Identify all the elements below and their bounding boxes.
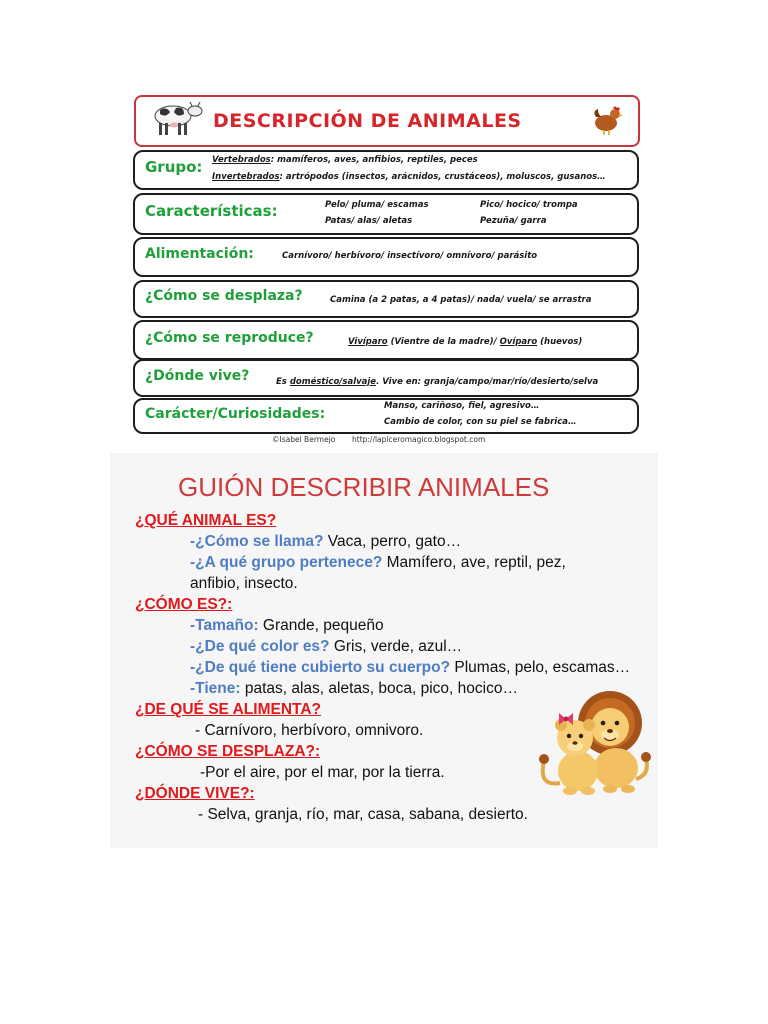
grupo-line-1-text: : mamíferos, aves, anfibios, reptiles, peces (270, 155, 478, 165)
cow-icon (146, 98, 206, 138)
vive-text-a: Es (276, 377, 290, 387)
heading-vive (135, 785, 255, 803)
heading-que-animal-text: ¿QUÉ ANIMAL ES? (135, 512, 277, 529)
q-grupo-pertenece: -¿A qué grupo pertenece? (190, 554, 383, 571)
label-grupo: Grupo: (145, 158, 203, 176)
reproduce-text (348, 337, 582, 347)
q-color: -¿De qué color es? (190, 638, 330, 655)
a-color: Gris, verde, azul… (329, 638, 463, 655)
guide-title: GUIÓN DESCRIBIR ANIMALES (178, 472, 550, 502)
term-oviparo: Ovíparo (499, 337, 538, 347)
vive-text (276, 377, 598, 387)
q-cubierto: -¿De qué tiene cubierto su cuerpo? (190, 659, 451, 676)
a-tamano: Grande, pequeño (258, 617, 384, 634)
credit-author: ©Isabel Bermejo (272, 435, 336, 444)
term-viviparo: Vivíparo (348, 337, 388, 347)
q-como-se-llama: -¿Cómo se llama? (190, 533, 324, 550)
line-grupo-pertenece (190, 554, 566, 572)
vive-text-b: . Vive en: granja/campo/mar/río/desierto/selva (376, 377, 599, 387)
grupo-line-2-text: : artrópodos (insectos, arácnidos, crustáceos), moluscos, gusanos… (279, 172, 606, 182)
line-color (190, 638, 462, 656)
a-grupo-pertenece: Mamífero, ave, reptil, pez, (382, 554, 566, 571)
hen-icon (590, 103, 624, 137)
line-vive: - Selva, granja, río, mar, casa, sabana, desierto. (198, 806, 528, 823)
label-caracter: Carácter/Curiosidades: (145, 406, 326, 422)
lion-couple-icon (530, 683, 658, 799)
line-desplaza: -Por el aire, por el mar, por la tierra. (200, 764, 445, 781)
line-cubierto (190, 659, 630, 677)
label-reproduce: ¿Cómo se reproduce? (145, 330, 314, 346)
label-desplaza: ¿Cómo se desplaza? (145, 288, 303, 304)
label-vive: ¿Dónde vive? (145, 368, 250, 384)
chart-title: DESCRIPCIÓN DE ANIMALES (213, 110, 522, 132)
caracter-line-1: Manso, cariñoso, fiel, agresivo… (384, 401, 540, 411)
label-alimentacion: Alimentación: (145, 246, 254, 262)
heading-como-es (135, 596, 232, 614)
reproduce-text-a: (Vientre de la madre)/ (387, 337, 500, 347)
line-tiene (190, 680, 518, 698)
term-vertebrados: Vertebrados (212, 155, 271, 165)
line-alimenta: - Carnívoro, herbívoro, omnivoro. (195, 722, 424, 739)
alimentacion-text: Carnívoro/ herbívoro/ insectívoro/ omnívoro/ parásito (282, 251, 538, 261)
heading-alimenta (135, 701, 321, 719)
grupo-line-2 (212, 172, 606, 182)
heading-vive-text: ¿DÓNDE VIVE?: (135, 785, 255, 802)
desplaza-text: Camina (a 2 patas, a 4 patas)/ nada/ vuela/ se arrastra (330, 295, 592, 305)
caracteristica-1: Pelo/ pluma/ escamas (325, 200, 429, 210)
heading-desplaza (135, 743, 320, 761)
caracteristica-4: Pezuña/ garra (480, 216, 547, 226)
credit-url: http://lapiceromagico.blogspot.com (352, 435, 486, 444)
heading-que-animal (135, 512, 276, 530)
reproduce-text-b: (huevos) (537, 337, 583, 347)
line-tamano (190, 617, 384, 635)
caracteristica-2: Patas/ alas/ aletas (325, 216, 413, 226)
line-grupo-pertenece-cont: anfibio, insecto. (190, 575, 298, 592)
heading-alimenta-text: ¿DE QUÉ SE ALIMENTA? (135, 701, 321, 718)
a-tiene: patas, alas, aletas, boca, pico, hocico… (240, 680, 518, 697)
heading-desplaza-text: ¿CÓMO SE DESPLAZA?: (135, 743, 321, 760)
a-como-se-llama: Vaca, perro, gato… (323, 533, 462, 550)
caracteristica-3: Pico/ hocico/ trompa (480, 200, 578, 210)
q-tamano: -Tamaño: (190, 617, 259, 634)
term-domestico-salvaje: doméstico/salvaje (289, 377, 377, 387)
caracter-line-2: Cambio de color, con su piel se fabrica… (384, 417, 577, 427)
q-tiene: -Tiene: (190, 680, 241, 697)
heading-como-es-text: ¿CÓMO ES?: (135, 596, 233, 613)
a-cubierto: Plumas, pelo, escamas… (450, 659, 631, 676)
term-invertebrados: Invertebrados (212, 172, 280, 182)
line-como-se-llama (190, 533, 461, 551)
label-caracteristicas: Características: (145, 202, 278, 220)
grupo-line-1 (212, 155, 478, 165)
